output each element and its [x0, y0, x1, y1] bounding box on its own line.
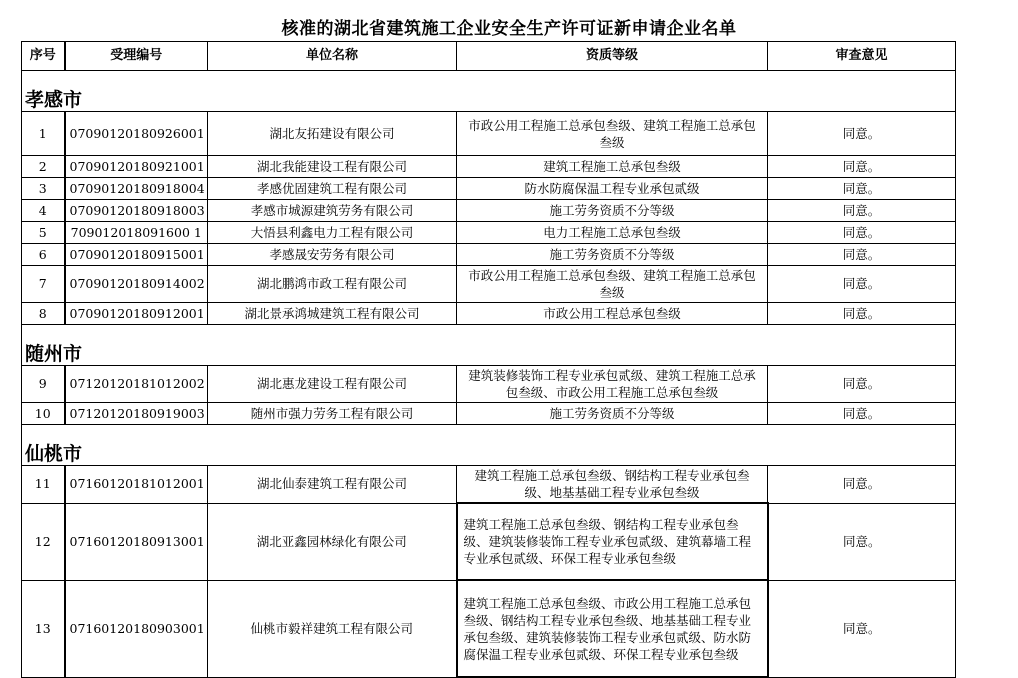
table-row	[22, 580, 956, 677]
row-code: 07160120180913001	[65, 503, 208, 580]
page-title: 核准的湖北省建筑施工企业安全生产许可证新申请企业名单	[281, 19, 737, 39]
row-code: 07090120180926001	[65, 112, 208, 156]
enterprise-table	[21, 41, 956, 678]
row-seq: 1	[22, 112, 65, 156]
row-code: 07160120181012001	[65, 466, 208, 504]
table-row	[22, 466, 956, 504]
table-row	[22, 503, 956, 580]
row-code: 709012018091600 1	[65, 222, 208, 244]
row-code: 07160120180903001	[65, 580, 208, 677]
row-seq: 7	[22, 266, 65, 303]
city-row	[22, 325, 956, 366]
row-seq: 8	[22, 303, 65, 325]
row-opinion: 同意。	[768, 366, 956, 403]
table-row	[22, 200, 956, 222]
row-company-name: 湖北仙泰建筑工程有限公司	[208, 466, 457, 504]
row-company-name: 湖北景承鸿城建筑工程有限公司	[208, 303, 457, 325]
table-row	[22, 244, 956, 266]
row-code: 07090120180921001	[65, 156, 208, 178]
row-opinion: 同意。	[768, 580, 956, 677]
row-company-name: 湖北我能建设工程有限公司	[208, 156, 457, 178]
row-qualification: 市政公用工程施工总承包叁级、建筑工程施工总承包叁级	[457, 266, 768, 303]
row-company-name: 湖北惠龙建设工程有限公司	[208, 366, 457, 403]
row-seq: 4	[22, 200, 65, 222]
row-company-name: 湖北友拓建设有限公司	[208, 112, 457, 156]
row-seq: 9	[22, 366, 65, 403]
city-row	[22, 425, 956, 466]
row-seq: 3	[22, 178, 65, 200]
row-opinion: 同意。	[768, 303, 956, 325]
row-company-name: 大悟县利鑫电力工程有限公司	[208, 222, 457, 244]
row-qualification: 建筑装修装饰工程专业承包贰级、建筑工程施工总承包叁级、市政公用工程施工总承包叁级	[457, 366, 768, 403]
row-seq: 6	[22, 244, 65, 266]
header-name: 单位名称	[208, 42, 457, 71]
city-name: 随州市	[22, 325, 956, 366]
header-code: 受理编号	[65, 42, 208, 71]
row-qualification: 电力工程施工总承包叁级	[457, 222, 768, 244]
city-name: 仙桃市	[22, 425, 956, 466]
row-opinion: 同意。	[768, 112, 956, 156]
row-opinion: 同意。	[768, 222, 956, 244]
row-qualification: 建筑工程施工总承包叁级	[457, 156, 768, 178]
row-opinion: 同意。	[768, 466, 956, 504]
row-company-name: 孝感晟安劳务有限公司	[208, 244, 457, 266]
row-qualification: 防水防腐保温工程专业承包贰级	[457, 178, 768, 200]
header-opinion: 审查意见	[768, 42, 956, 71]
row-opinion: 同意。	[768, 503, 956, 580]
row-opinion: 同意。	[768, 178, 956, 200]
table-row	[22, 156, 956, 178]
table-row	[22, 366, 956, 403]
row-company-name: 孝感市城源建筑劳务有限公司	[208, 200, 457, 222]
row-qualification: 建筑工程施工总承包叁级、市政公用工程施工总承包叁级、钢结构工程专业承包叁级、地基基础工程专业承包叁级、建筑装修装饰工程专业承包贰级、防水防腐保温工程专业承包贰级、环保工程专业承包叁级	[457, 580, 768, 677]
row-qualification: 施工劳务资质不分等级	[457, 244, 768, 266]
row-code: 07120120180919003	[65, 403, 208, 425]
row-code: 07090120180914002	[65, 266, 208, 303]
row-opinion: 同意。	[768, 156, 956, 178]
row-qualification: 建筑工程施工总承包叁级、钢结构工程专业承包叁级、建筑装修装饰工程专业承包贰级、建筑幕墙工程专业承包贰级、环保工程专业承包叁级	[457, 503, 768, 580]
row-company-name: 孝感优固建筑工程有限公司	[208, 178, 457, 200]
table-row	[22, 222, 956, 244]
row-qualification: 建筑工程施工总承包叁级、钢结构工程专业承包叁级、地基基础工程专业承包叁级	[457, 466, 768, 504]
row-seq: 10	[22, 403, 65, 425]
row-company-name: 湖北鹏鸿市政工程有限公司	[208, 266, 457, 303]
row-qualification: 市政公用工程施工总承包叁级、建筑工程施工总承包叁级	[457, 112, 768, 156]
header-row	[22, 42, 956, 71]
row-code: 07090120180918004	[65, 178, 208, 200]
row-company-name: 仙桃市毅祥建筑工程有限公司	[208, 580, 457, 677]
row-company-name: 随州市强力劳务工程有限公司	[208, 403, 457, 425]
row-code: 07090120180912001	[65, 303, 208, 325]
row-seq: 5	[22, 222, 65, 244]
table-row	[22, 178, 956, 200]
city-name: 孝感市	[22, 71, 956, 112]
header-seq: 序号	[22, 42, 65, 71]
row-qualification: 施工劳务资质不分等级	[457, 403, 768, 425]
row-qualification: 施工劳务资质不分等级	[457, 200, 768, 222]
table-row	[22, 266, 956, 303]
row-seq: 11	[22, 466, 65, 504]
row-seq: 2	[22, 156, 65, 178]
row-opinion: 同意。	[768, 244, 956, 266]
row-code: 07120120181012002	[65, 366, 208, 403]
row-opinion: 同意。	[768, 200, 956, 222]
table-row	[22, 303, 956, 325]
header-qualification: 资质等级	[457, 42, 768, 71]
row-opinion: 同意。	[768, 403, 956, 425]
row-company-name: 湖北亚鑫园林绿化有限公司	[208, 503, 457, 580]
row-seq: 12	[22, 503, 65, 580]
table-row	[22, 112, 956, 156]
row-opinion: 同意。	[768, 266, 956, 303]
table-row	[22, 403, 956, 425]
row-qualification: 市政公用工程总承包叁级	[457, 303, 768, 325]
row-code: 07090120180918003	[65, 200, 208, 222]
row-seq: 13	[22, 580, 65, 677]
city-row	[22, 71, 956, 112]
row-code: 07090120180915001	[65, 244, 208, 266]
